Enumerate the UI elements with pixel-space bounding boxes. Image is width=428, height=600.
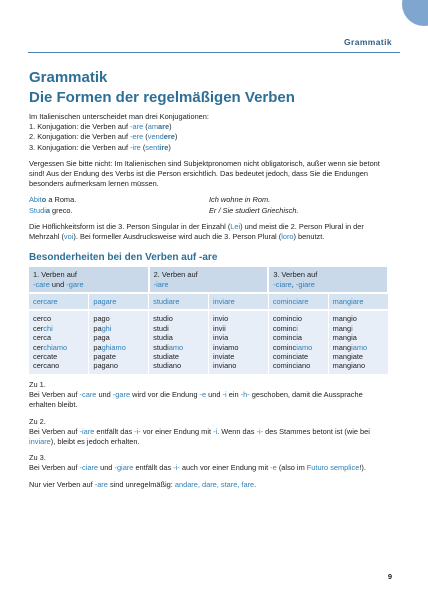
verb-form: paghiamo — [93, 342, 126, 352]
page-subtitle: Die Formen der regelmäßigen Verben — [29, 89, 295, 106]
example-2: Studia greco. — [29, 205, 73, 215]
verb-form: studiamo — [153, 342, 184, 352]
note-3: Bei Verben auf -ciare und -giare entfällt das -i- auch vor einer Endung mit -e (also im Futuro semplice!). — [29, 463, 366, 473]
forms-studiare — [149, 310, 209, 373]
verb-form: inviate — [212, 352, 235, 362]
verb-form: invio — [212, 314, 229, 324]
verb-form: cominciamo — [272, 342, 313, 352]
verb-form: cerchiamo — [33, 342, 68, 352]
verb-form: mangi — [332, 323, 353, 333]
verb-form: cercate — [33, 352, 58, 362]
example-sentences — [29, 195, 389, 215]
page-title: Grammatik — [29, 69, 108, 86]
forms-cominciare — [268, 310, 328, 373]
verb-form: mangiate — [332, 352, 364, 362]
section-title: Besonderheiten bei den Verben auf -are — [29, 252, 218, 264]
verb-form: cerchi — [33, 323, 53, 333]
note-2: Bei Verben auf -iare entfällt das -i- vor einer Endung mit -i. Wenn das -i- des Stammes betont ist (wie bei inviare), bleibt es jedoch erhalten. — [29, 426, 370, 446]
verb-form: mangiano — [332, 361, 366, 371]
verb-form: mangio — [332, 314, 357, 324]
intro-text: Im Italienischen unterscheidet man drei Konjugationen: — [29, 112, 209, 121]
verb-form: inviamo — [212, 342, 239, 352]
table-header-1: 1. Verben auf -care und -gare — [29, 267, 149, 293]
verb-form: studiate — [153, 352, 180, 362]
verb-form: mangia — [332, 333, 357, 343]
verb-form: pagano — [93, 361, 118, 371]
corner-tab-decoration — [402, 0, 428, 26]
verb-header: mangiare — [328, 293, 388, 310]
verb-form: cominciano — [272, 361, 311, 371]
verb-form: inviano — [212, 361, 237, 371]
table-header-2: 2. Verben auf -iare — [149, 267, 269, 293]
verb-form: paghi — [93, 323, 112, 333]
verb-form: studia — [153, 333, 173, 343]
conjugation-3: 3. Konjugation: die Verben auf -ire (sentire) — [29, 142, 171, 152]
verb-form: studiano — [153, 361, 182, 371]
conjugation-1: 1. Konjugation: die Verben auf -are (amare) — [29, 122, 172, 132]
verb-form: cerca — [33, 333, 52, 343]
note-1-label: Zu 1. — [29, 379, 46, 389]
verb-form: pago — [93, 314, 110, 324]
verb-header: cercare — [29, 293, 89, 310]
table-header-3: 3. Verben auf -ciare, -giare — [268, 267, 388, 293]
forms-mangiare — [328, 310, 388, 373]
verb-header: pagare — [89, 293, 149, 310]
note-1: Bei Verben auf -care und -gare wird vor die Endung -e und -i ein -h- geschoben, damit die Aussprache erhalten bleibt. — [29, 390, 363, 410]
verb-form: cominciate — [272, 352, 309, 362]
pronoun-note: Vergessen Sie bitte nicht: Im Italienischen sind Subjektpronomen nicht obligatorisch, außer wenn sie betont sind! Aus der Endung des Verbs ist die Person ersichtlich. Das bedeutet jedoch, dass Sie die Endungen besonders aufmerksam lernen müssen. — [29, 158, 380, 189]
forms-inviare — [208, 310, 268, 373]
verb-form: pagate — [93, 352, 116, 362]
politeness-note: Die Höflichkeitsform ist die 3. Person Singular in der Einzahl (Lei) und meist die 2. Person Plural in der Mehrzahl (voi). Bei formeller Ausdrucksweise wird auch die 3. Person Plural (loro) benutzt. — [29, 221, 364, 242]
forms-pagare — [89, 310, 149, 373]
verb-header: cominciare — [268, 293, 328, 310]
conjugation-2: 2. Konjugation: die Verben auf -ere (vendere) — [29, 132, 178, 142]
verb-header: studiare — [149, 293, 209, 310]
verb-form: cercano — [33, 361, 60, 371]
note-2-label: Zu 2. — [29, 416, 46, 426]
header-divider — [28, 52, 400, 53]
running-head: Grammatik — [343, 37, 392, 47]
verb-form: invii — [212, 323, 226, 333]
irregular-verbs-note: Nur vier Verben auf -are sind unregelmäßig: andare, dare, stare, fare. — [29, 479, 257, 489]
page-number: 9 — [387, 572, 392, 581]
verb-form: comincio — [272, 314, 302, 324]
verb-form: studio — [153, 314, 173, 324]
forms-cercare — [29, 310, 89, 373]
example-1: Abito a Roma. — [29, 195, 77, 205]
verb-form: cerco — [33, 314, 52, 324]
verb-header: inviare — [208, 293, 268, 310]
conjugation-table — [29, 267, 389, 374]
verb-form: studi — [153, 323, 169, 333]
verb-form: cominci — [272, 323, 298, 333]
note-3-label: Zu 3. — [29, 453, 46, 463]
verb-form: mangiamo — [332, 342, 368, 352]
example-2-translation: Er / Sie studiert Griechisch. — [209, 205, 299, 215]
example-1-translation: Ich wohne in Rom. — [209, 195, 271, 205]
verb-form: invia — [212, 333, 229, 343]
verb-form: comincia — [272, 333, 302, 343]
page-content — [29, 68, 389, 490]
verb-form: paga — [93, 333, 110, 343]
